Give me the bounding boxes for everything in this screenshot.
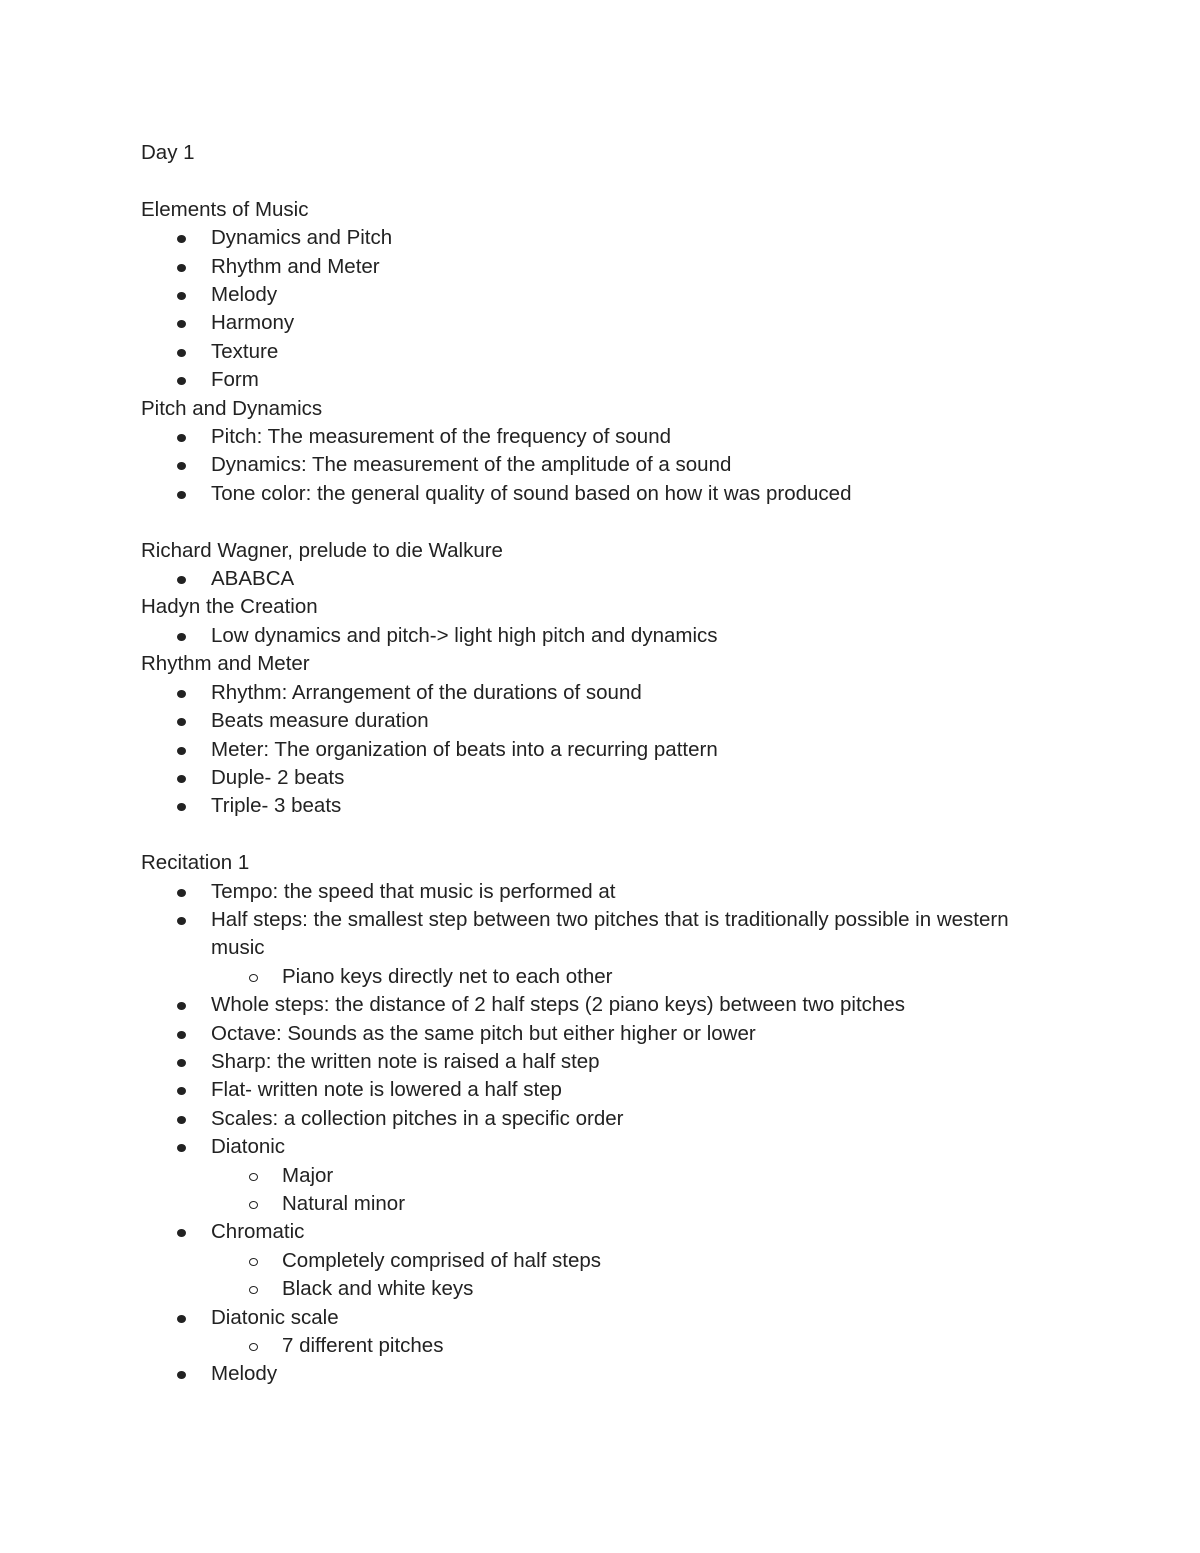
bullet-item: Melody [141, 281, 1081, 309]
section-heading-recitation-1: Recitation 1 [141, 851, 250, 875]
section-heading-elements-of-music: Elements of Music [141, 197, 309, 221]
blank-line [141, 821, 1081, 849]
sub-bullet-item: Piano keys directly net to each other [141, 963, 1081, 991]
page-title: Day 1 [141, 141, 195, 164]
bullet-item: Beats measure duration [141, 707, 1081, 735]
bullet-item: Texture [141, 338, 1081, 366]
bullet-item: Scales: a collection pitches in a specific order [141, 1105, 1081, 1133]
bullet-item: Flat- written note is lowered a half step [141, 1076, 1081, 1104]
bullet-item: Meter: The organization of beats into a recurring pattern [141, 736, 1081, 764]
blank-line [141, 508, 1081, 536]
bullet-item: ABABCA [141, 565, 1081, 593]
bullet-item: Sharp: the written note is raised a half step [141, 1048, 1081, 1076]
section-heading-wagner: Richard Wagner, prelude to die Walkure [141, 538, 503, 562]
bullet-item: Chromatic [141, 1218, 1081, 1246]
bullet-item: Duple- 2 beats [141, 764, 1081, 792]
section-heading-pitch-and-dynamics: Pitch and Dynamics [141, 396, 323, 420]
bullet-item: Pitch: The measurement of the frequency of sound [141, 423, 1081, 451]
bullet-item: Diatonic [141, 1133, 1081, 1161]
bullet-item: Harmony [141, 309, 1081, 337]
bullet-item: Rhythm and Meter [141, 253, 1081, 281]
section-heading-rhythm-and-meter: Rhythm and Meter [141, 652, 310, 676]
sub-bullet-item: Major [141, 1162, 1081, 1190]
bullet-item: Dynamics: The measurement of the amplitude of a sound [141, 451, 1081, 479]
bullet-item: Half steps: the smallest step between two pitches that is traditionally possible in western music [141, 906, 1056, 963]
bullet-item: Octave: Sounds as the same pitch but either higher or lower [141, 1020, 1081, 1048]
document-page [141, 139, 1081, 1389]
bullet-item: Tone color: the general quality of sound based on how it was produced [141, 480, 1081, 508]
bullet-item: Triple- 3 beats [141, 792, 1081, 820]
sub-bullet-item: Natural minor [141, 1190, 1081, 1218]
bullet-item: Dynamics and Pitch [141, 224, 1081, 252]
bullet-item: Melody [141, 1360, 1081, 1388]
bullet-item: Tempo: the speed that music is performed at [141, 878, 1081, 906]
bullet-item: Rhythm: Arrangement of the durations of sound [141, 679, 1081, 707]
bullet-item: Low dynamics and pitch-> light high pitch and dynamics [141, 622, 1081, 650]
sub-bullet-item: Black and white keys [141, 1275, 1081, 1303]
blank-line [141, 167, 1081, 195]
bullet-item: Form [141, 366, 1081, 394]
bullet-item: Whole steps: the distance of 2 half steps (2 piano keys) between two pitches [141, 991, 1081, 1019]
bullet-item: Diatonic scale [141, 1304, 1081, 1332]
sub-bullet-item: Completely comprised of half steps [141, 1247, 1081, 1275]
section-heading-hadyn: Hadyn the Creation [141, 595, 318, 619]
sub-bullet-item: 7 different pitches [141, 1332, 1081, 1360]
